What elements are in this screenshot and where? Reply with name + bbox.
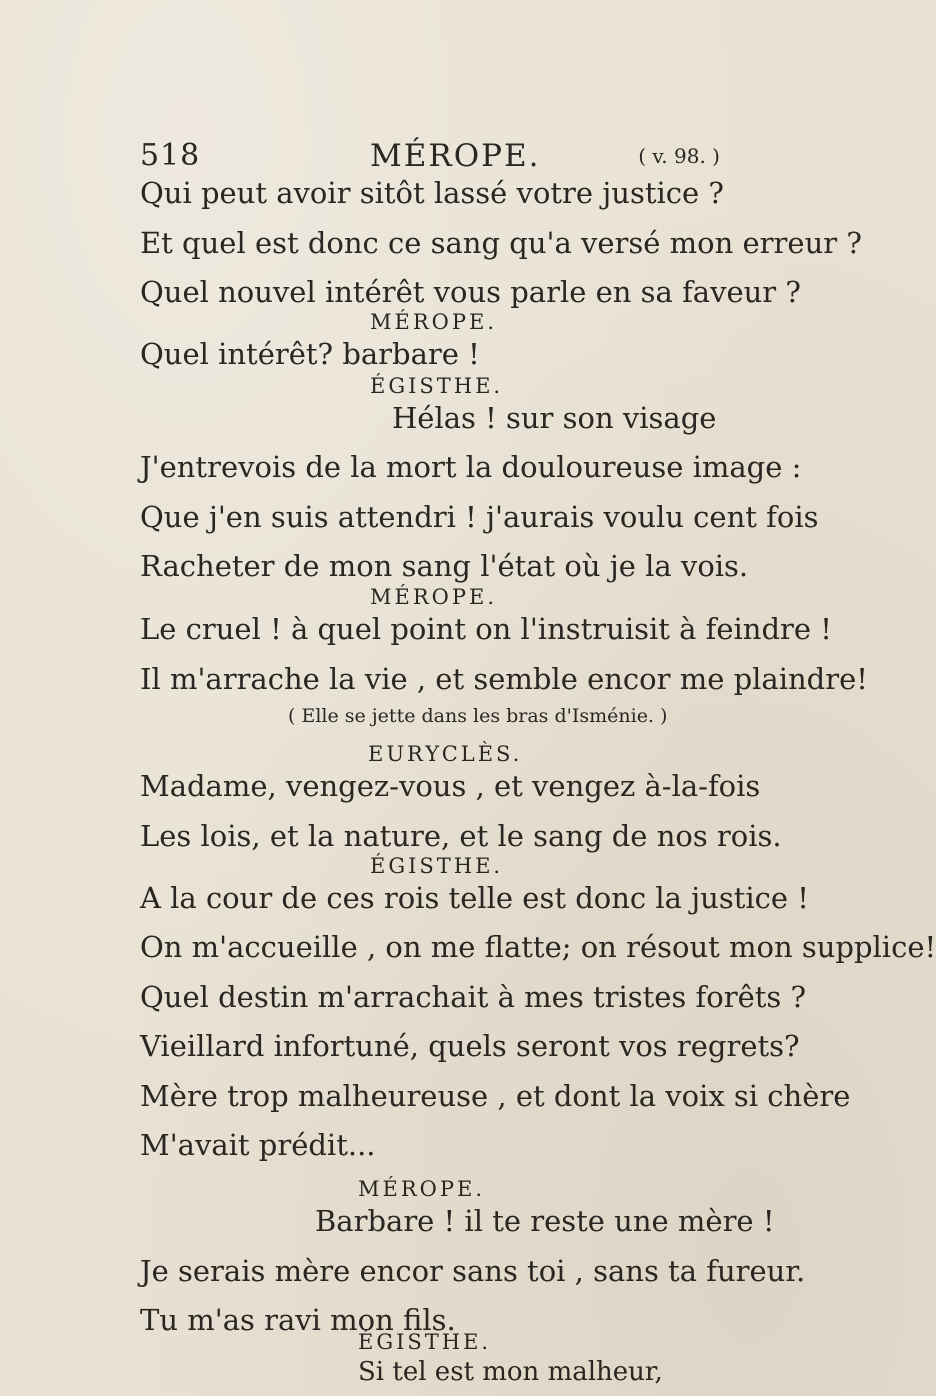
- page-number: 518: [140, 138, 201, 173]
- speaker-name: EURYCLÈS.: [368, 742, 523, 766]
- verse-line: Barbare ! il te reste une mère !: [315, 1204, 775, 1238]
- verse-line: Madame, vengez-vous , et vengez à-la-fois: [140, 769, 761, 803]
- speaker-name: MÉROPE.: [370, 585, 497, 609]
- verse-line: Si tel est mon malheur,: [358, 1357, 663, 1387]
- verse-line: On m'accueille , on me flatte; on résout mon supplice!: [140, 930, 936, 964]
- stage-direction: ( Elle se jette dans les bras d'Isménie. ): [288, 705, 668, 727]
- speaker-name: ÉGISTHE.: [370, 374, 504, 398]
- speaker-name: ÉGISTHE.: [370, 854, 504, 878]
- verse-line: Mère trop malheureuse , et dont la voix si chère: [140, 1079, 851, 1113]
- verse-line: Qui peut avoir sitôt lassé votre justice ?: [140, 176, 724, 210]
- verse-line: Que j'en suis attendri ! j'aurais voulu cent fois: [140, 500, 819, 534]
- verse-line: Le cruel ! à quel point on l'instruisit à feindre !: [140, 612, 832, 646]
- speaker-name: ÉGISTHE.: [358, 1330, 492, 1354]
- verse-line: Tu m'as ravi mon fils.: [140, 1303, 456, 1337]
- verse-line: Je serais mère encor sans toi , sans ta fureur.: [140, 1254, 806, 1288]
- verse-line: Et quel est donc ce sang qu'a versé mon erreur ?: [140, 226, 862, 260]
- speaker-name: MÉROPE.: [358, 1177, 485, 1201]
- verse-line: Quel destin m'arrachait à mes tristes forêts ?: [140, 980, 807, 1014]
- verse-line: M'avait prédit...: [140, 1128, 376, 1162]
- verse-line: Quel nouvel intérêt vous parle en sa faveur ?: [140, 275, 801, 309]
- running-title: MÉROPE.: [370, 138, 541, 174]
- running-head: [140, 138, 720, 178]
- verse-line: Les lois, et la nature, et le sang de nos rois.: [140, 819, 782, 853]
- verse-line: Il m'arrache la vie , et semble encor me plaindre!: [140, 662, 868, 696]
- speaker-name: MÉROPE.: [370, 310, 497, 334]
- verse-line: Hélas ! sur son visage: [392, 401, 717, 435]
- verse-line: Racheter de mon sang l'état où je la vois.: [140, 549, 749, 583]
- verse-line: Quel intérêt? barbare !: [140, 337, 480, 371]
- verse-reference: ( v. 98. ): [638, 144, 720, 168]
- verse-line: J'entrevois de la mort la douloureuse image :: [140, 450, 802, 484]
- verse-line: A la cour de ces rois telle est donc la justice !: [140, 881, 809, 915]
- verse-line: Vieillard infortuné, quels seront vos regrets?: [140, 1029, 800, 1063]
